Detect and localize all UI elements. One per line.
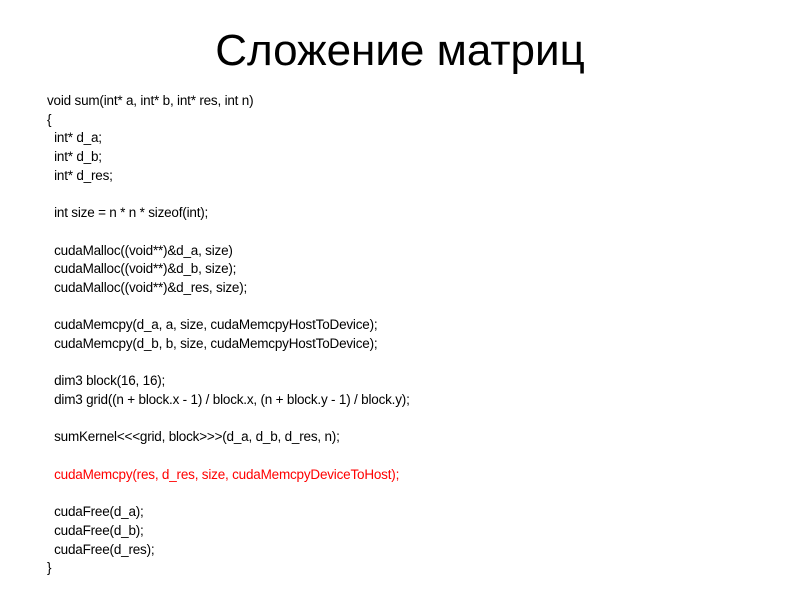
code-line: cudaMalloc((void**)&d_b, size); (47, 261, 237, 277)
code-line (47, 298, 767, 317)
code-block (47, 92, 767, 578)
code-line: cudaFree(d_a); (47, 504, 144, 520)
code-line: int size = n * n * sizeof(int); (47, 205, 209, 221)
code-line (47, 410, 767, 429)
code-line: dim3 block(16, 16); (47, 373, 166, 389)
code-line (47, 185, 767, 204)
code-line (47, 223, 767, 242)
code-line: dim3 grid((n + block.x - 1) / block.x, (n + block.y - 1) / block.y); (47, 392, 410, 407)
code-line: cudaMalloc((void**)&d_a, size) (47, 242, 233, 258)
code-line: { (47, 111, 52, 127)
code-line: cudaMemcpy(d_a, a, size, cudaMemcpyHostToDevice); (47, 317, 378, 333)
code-line: cudaMemcpy(d_b, b, size, cudaMemcpyHostToDevice); (47, 335, 378, 351)
code-line (47, 447, 767, 466)
code-line: int* d_b; (47, 149, 102, 165)
code-line: void sum(int* a, int* b, int* res, int n) (47, 93, 254, 108)
code-line: cudaMalloc((void**)&d_res, size); (47, 279, 248, 295)
code-line: cudaFree(d_res); (47, 541, 155, 557)
code-line (47, 484, 767, 503)
code-line: cudaFree(d_b); (47, 522, 144, 538)
code-line: int* d_a; (47, 130, 102, 146)
code-line (47, 354, 767, 373)
code-line: } (47, 560, 52, 576)
code-line: int* d_res; (47, 167, 113, 183)
slide-title: Сложение матриц (215, 26, 585, 75)
code-line: sumKernel<<<grid, block>>>(d_a, d_b, d_res, n); (47, 429, 340, 445)
highlighted-code-line: cudaMemcpy(res, d_res, size, cudaMemcpyDeviceToHost); (47, 466, 400, 482)
